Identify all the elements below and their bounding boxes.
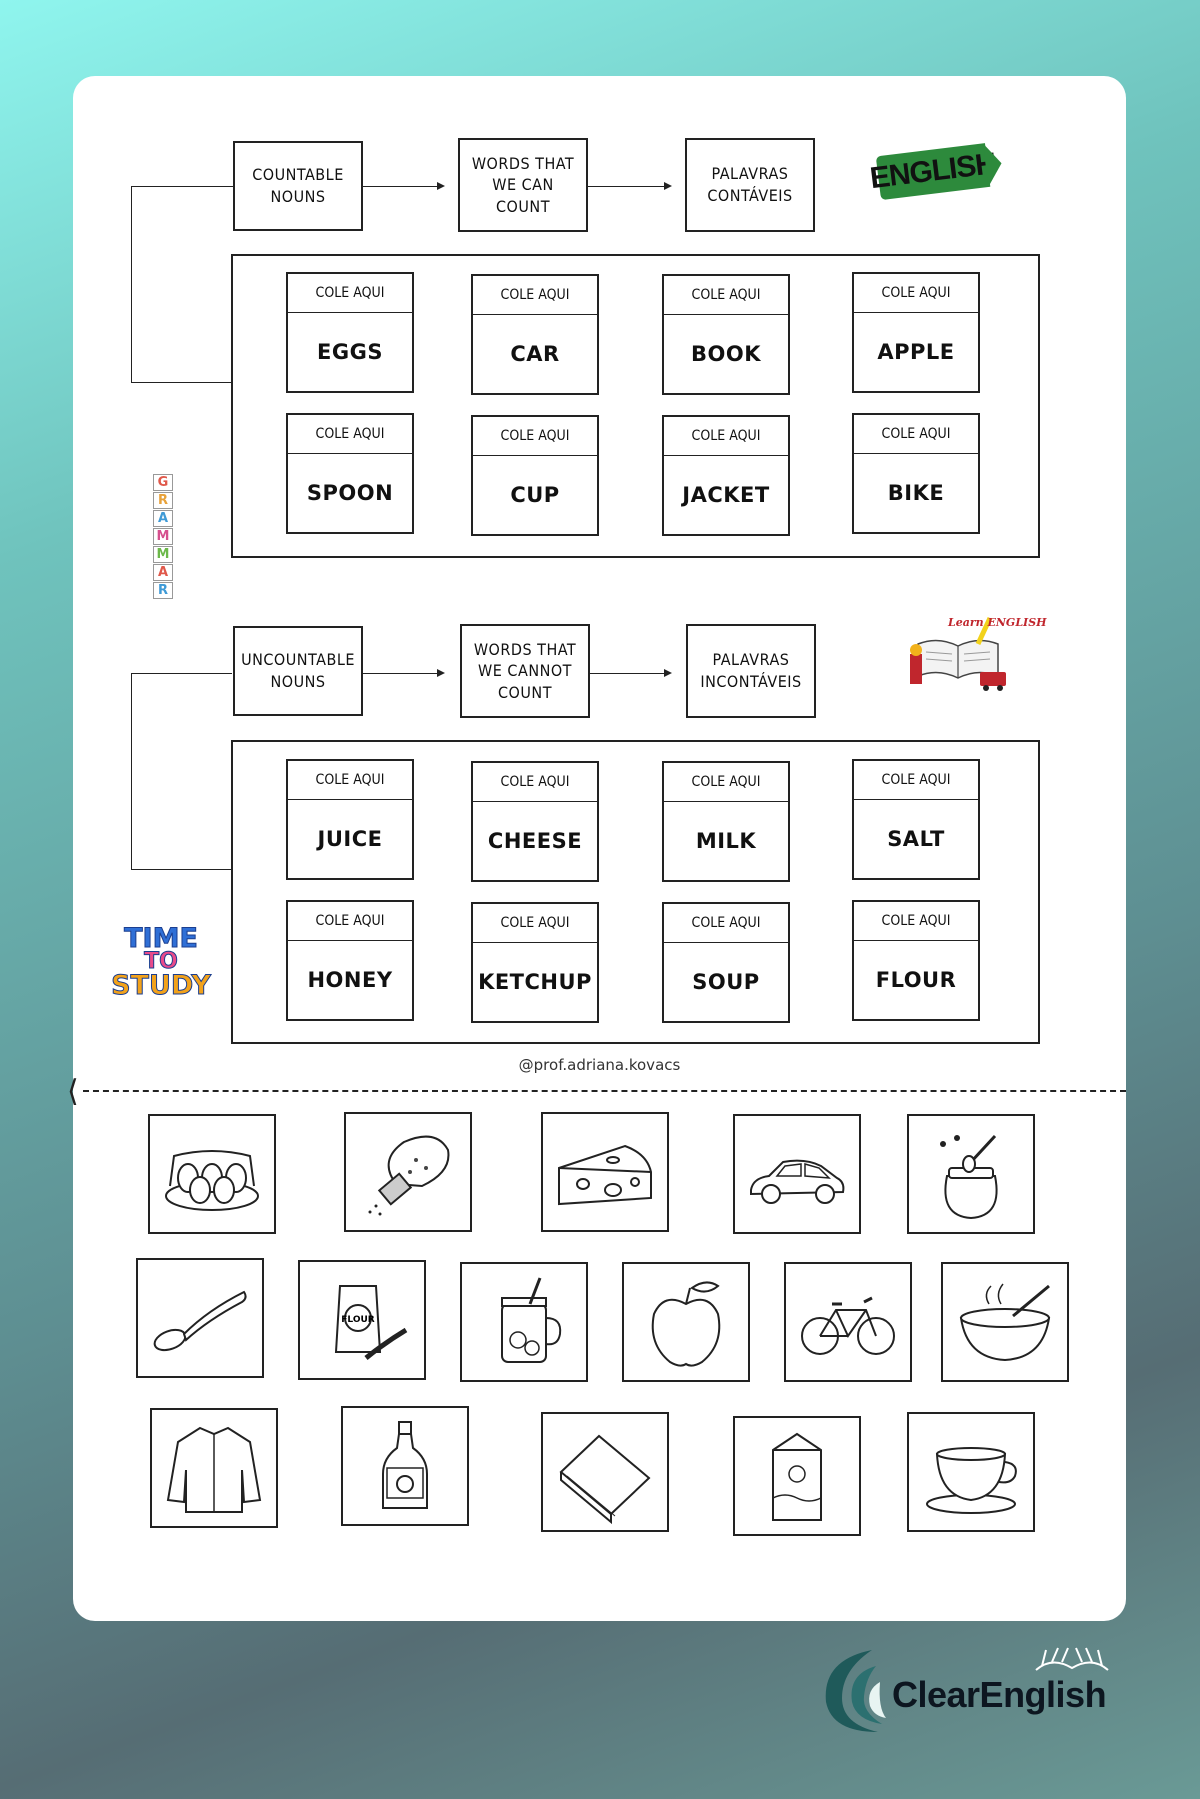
paste-card-juice[interactable] [286, 759, 414, 880]
card-word: CHEESE [487, 829, 583, 853]
cheese-icon[interactable] [541, 1112, 669, 1232]
paste-label: COLE AQUI [288, 274, 412, 313]
grammar-letter-block: A [153, 510, 173, 527]
paste-card-salt[interactable] [852, 759, 980, 880]
card-word: EGGS [317, 340, 383, 364]
uncountable-bracket [131, 673, 232, 870]
jacket-icon[interactable] [150, 1408, 278, 1528]
grammar-letter-block: M [153, 528, 173, 545]
card-word: FLOUR [875, 968, 957, 992]
card-word: KETCHUP [478, 970, 592, 994]
uncountable-nouns-header: UNCOUNTABLE NOUNS [233, 626, 363, 716]
paste-card-honey[interactable] [286, 900, 414, 1021]
paste-card-ketchup[interactable] [471, 902, 599, 1023]
paste-label: COLE AQUI [664, 276, 788, 315]
ketchup-bottle-icon[interactable] [341, 1406, 469, 1526]
card-word: SOUP [692, 970, 760, 994]
card-word: HONEY [307, 968, 393, 992]
honey-jar-icon[interactable] [907, 1114, 1035, 1234]
card-word: SALT [887, 827, 945, 851]
grammar-letter-block: M [153, 546, 173, 563]
paste-card-apple[interactable] [852, 272, 980, 393]
learn-english-text: Learn ENGLISH [948, 616, 1047, 629]
salt-shaker-icon[interactable] [344, 1112, 472, 1232]
incontaveis-header: PALAVRAS INCONTÁVEIS [686, 624, 816, 718]
learn-english-icon [908, 614, 1047, 694]
paste-label: COLE AQUI [473, 904, 597, 943]
wave-logo-icon [812, 1640, 892, 1740]
worksheet [67, 76, 1126, 1621]
countable-nouns-header: COUNTABLE NOUNS [233, 141, 363, 231]
paste-card-flour[interactable] [852, 900, 980, 1021]
paste-card-cup[interactable] [471, 415, 599, 536]
arrow [588, 186, 670, 187]
card-word: SPOON [306, 481, 394, 505]
arrow [363, 186, 443, 187]
spoon-icon[interactable] [136, 1258, 264, 1378]
milk-carton-icon[interactable] [733, 1416, 861, 1536]
juice-jar-icon[interactable] [460, 1262, 588, 1382]
grammar-letter-block: A [153, 564, 173, 581]
paste-label: COLE AQUI [854, 274, 978, 313]
english-tag [868, 142, 1000, 200]
grammar-letter-block: R [153, 582, 173, 599]
car-icon[interactable] [733, 1114, 861, 1234]
paste-label: COLE AQUI [288, 902, 412, 941]
tts-word: TIME [124, 923, 198, 954]
paste-label: COLE AQUI [664, 417, 788, 456]
open-book-icon [1032, 1646, 1112, 1676]
bike-icon[interactable] [784, 1262, 912, 1382]
arrow [590, 673, 670, 674]
paste-card-bike[interactable] [852, 413, 980, 534]
paste-label: COLE AQUI [664, 904, 788, 943]
paste-label: COLE AQUI [854, 761, 978, 800]
grammar-blocks-icon [153, 474, 175, 600]
tts-word: STUDY [111, 969, 211, 1001]
card-word: CUP [510, 483, 560, 507]
time-to-study-icon [111, 923, 211, 1001]
paste-label: COLE AQUI [854, 902, 978, 941]
card-word: JUICE [317, 827, 383, 851]
paste-card-cheese[interactable] [471, 761, 599, 882]
apple-icon[interactable] [622, 1262, 750, 1382]
author-credit: @prof.adriana.kovacs [518, 1056, 681, 1074]
arrow [363, 673, 443, 674]
paste-label: COLE AQUI [473, 417, 597, 456]
can-count-header: WORDS THAT WE CAN COUNT [458, 138, 588, 232]
tts-word: TO [144, 948, 178, 974]
card-word: BIKE [887, 481, 945, 505]
paste-card-milk[interactable] [662, 761, 790, 882]
card-word: JACKET [682, 483, 770, 507]
paste-label: COLE AQUI [854, 415, 978, 454]
paste-label: COLE AQUI [288, 415, 412, 454]
paste-label: COLE AQUI [288, 761, 412, 800]
paste-card-eggs[interactable] [286, 272, 414, 393]
cup-icon[interactable] [907, 1412, 1035, 1532]
flour-bag-icon[interactable] [298, 1260, 426, 1380]
cut-line [83, 1090, 1126, 1092]
flour-label: FLOUR [341, 1315, 375, 1325]
paste-card-car[interactable] [471, 274, 599, 395]
paste-card-book[interactable] [662, 274, 790, 395]
soup-bowl-icon[interactable] [941, 1262, 1069, 1382]
card-word: APPLE [877, 340, 955, 364]
clearenglish-logo [812, 1640, 1132, 1740]
grammar-letter-block: G [153, 474, 173, 491]
grammar-letter-block: R [153, 492, 173, 509]
card-word: BOOK [691, 342, 761, 366]
cannot-count-header: WORDS THAT WE CANNOT COUNT [460, 624, 590, 718]
card-word: MILK [695, 829, 757, 853]
card-word: CAR [510, 342, 560, 366]
countable-bracket [131, 186, 234, 383]
paste-card-soup[interactable] [662, 902, 790, 1023]
scissors-icon: ⟨ [67, 1074, 79, 1109]
book-icon[interactable] [541, 1412, 669, 1532]
paste-label: COLE AQUI [473, 276, 597, 315]
paste-card-jacket[interactable] [662, 415, 790, 536]
contaveis-header: PALAVRAS CONTÁVEIS [685, 138, 815, 232]
paste-label: COLE AQUI [664, 763, 788, 802]
english-tag-label: ENGLISH [876, 143, 991, 200]
brand-name: ClearEnglish [892, 1674, 1107, 1715]
eggs-carton-icon[interactable] [148, 1114, 276, 1234]
paste-label: COLE AQUI [473, 763, 597, 802]
paste-card-spoon[interactable] [286, 413, 414, 534]
